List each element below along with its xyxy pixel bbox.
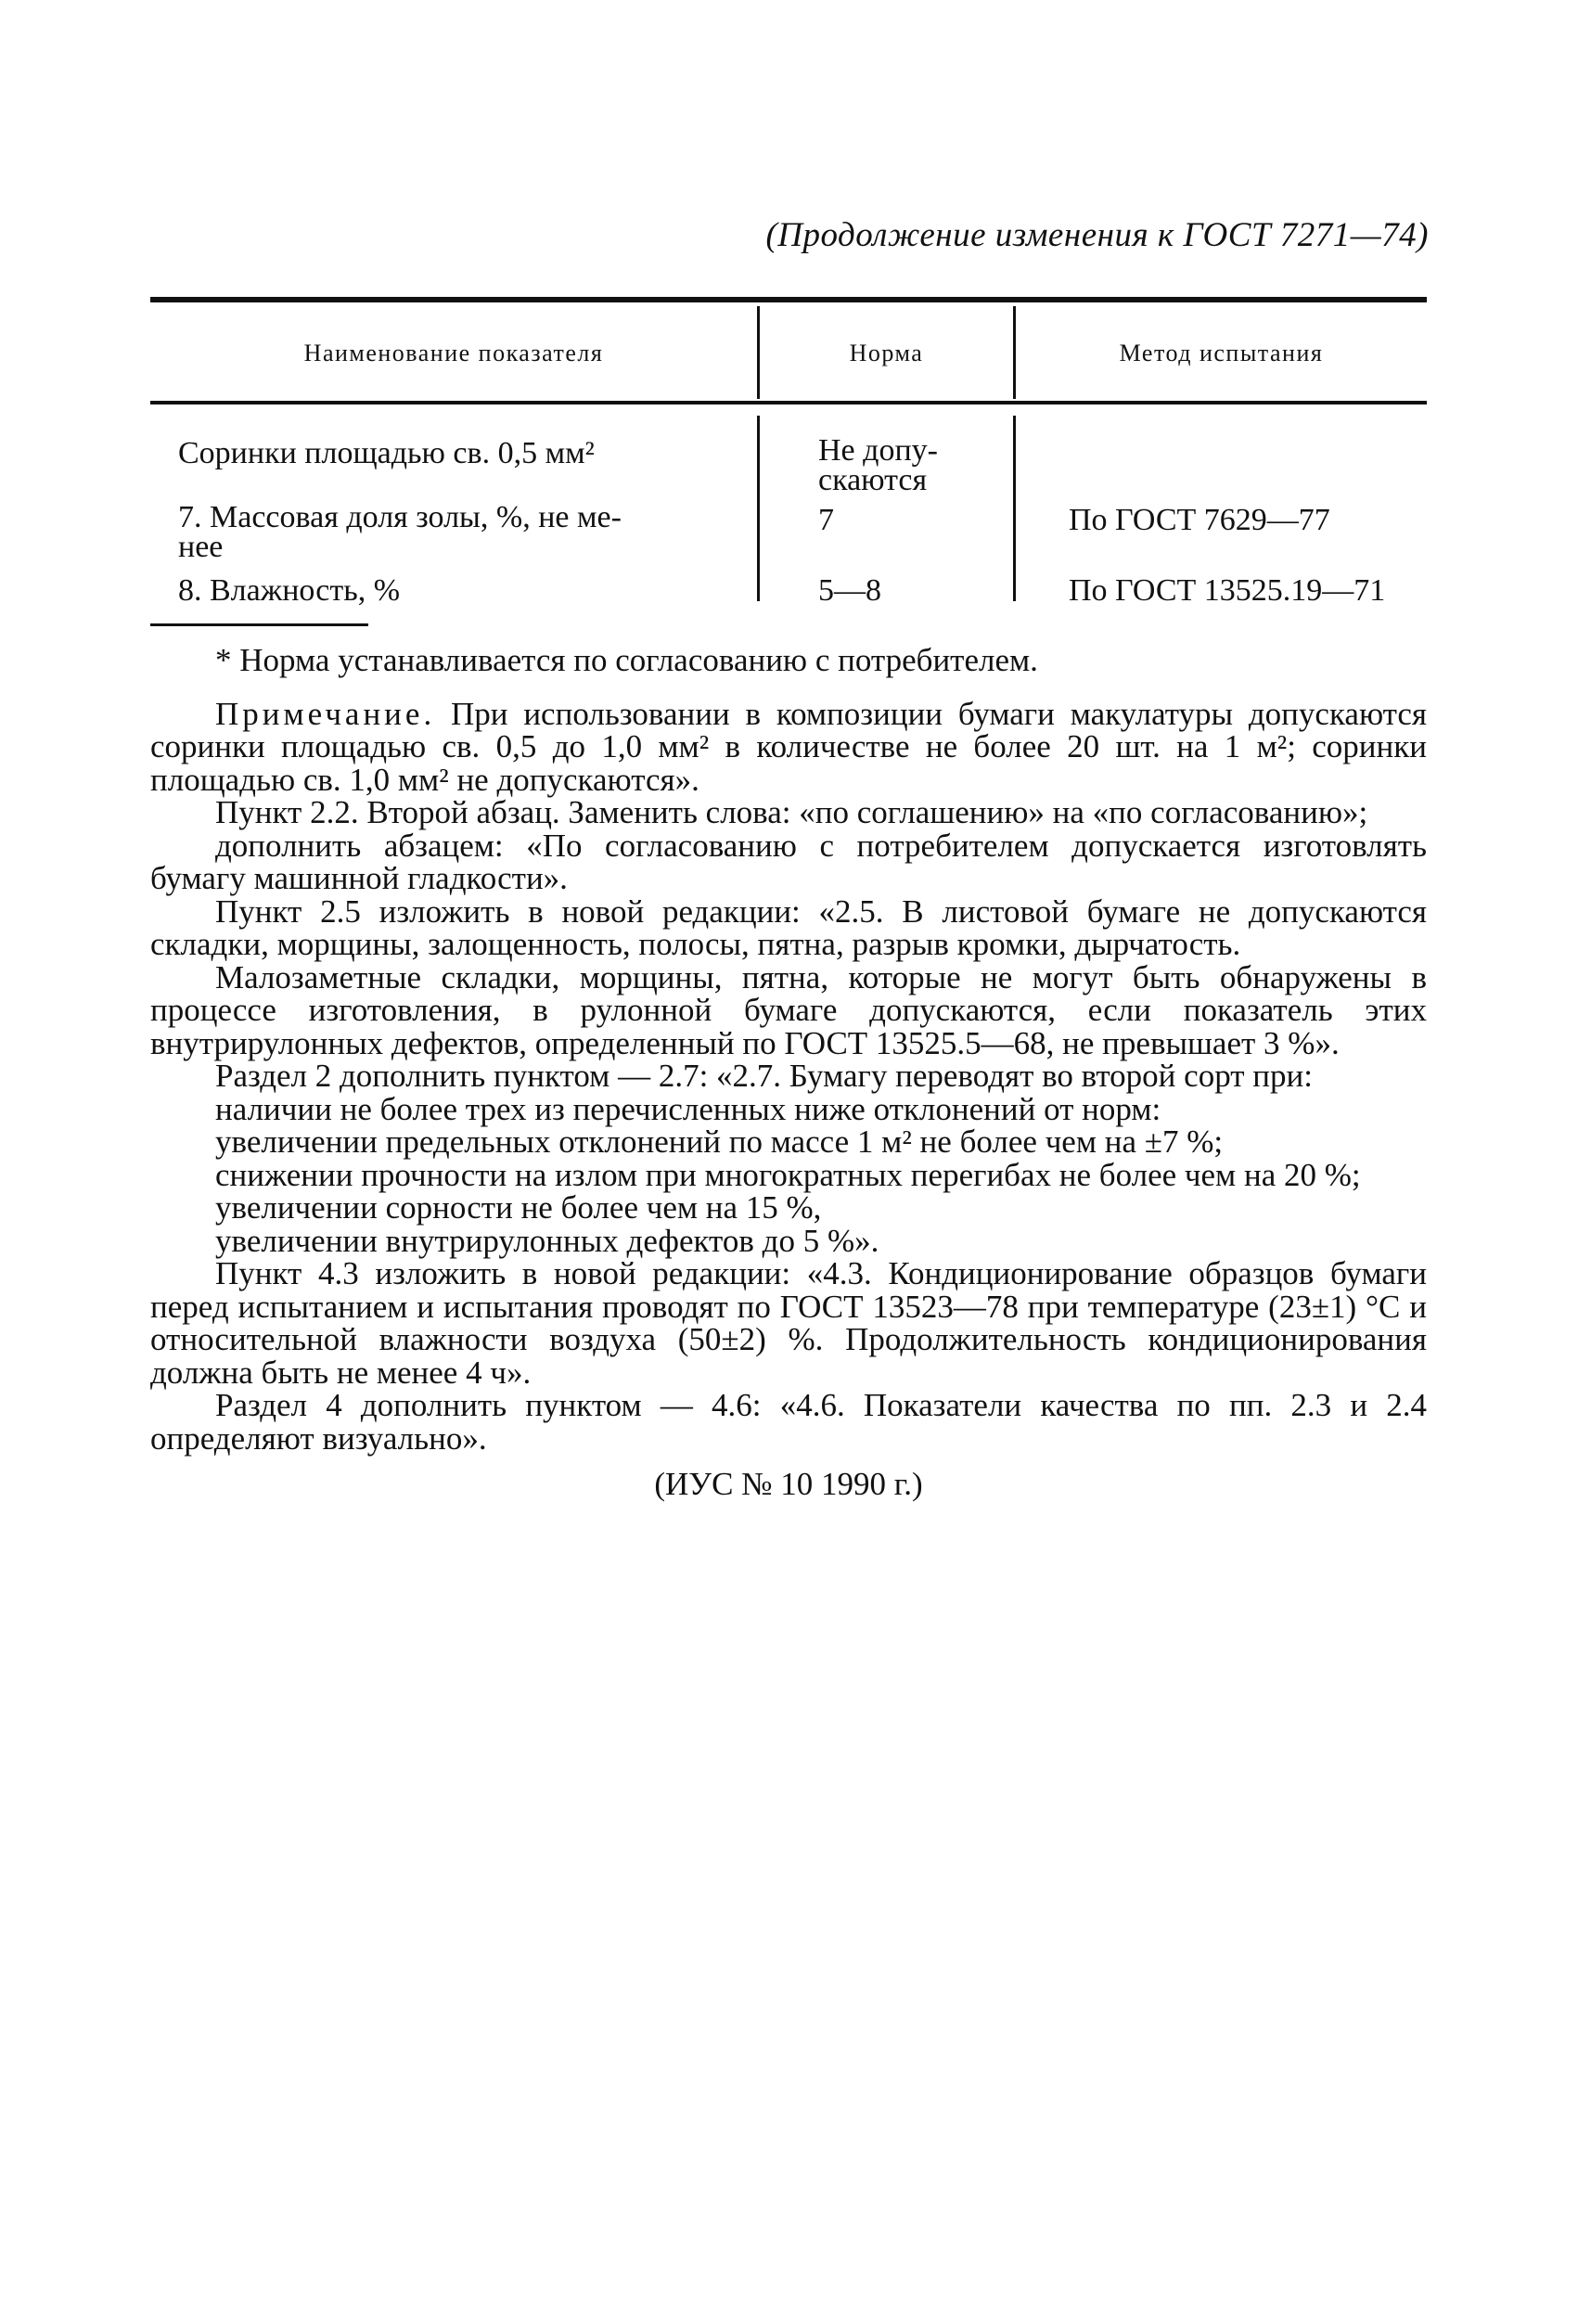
note-text: При использовании в композиции бумаги макулатуры допускаются соринки площадью св. 0,5 до 1,0 мм² в количестве не более 20 шт. на 1 м²; соринки площадью св. 1,0 мм² не допускаются». (150, 695, 1427, 798)
note-label: Примечание. (215, 695, 436, 732)
paragraph: увеличении внутрирулонных дефектов до 5 %». (215, 1222, 879, 1259)
table-cell-method: По ГОСТ 13525.19—71 (1069, 573, 1386, 608)
column-header-name: Наименование показателя (303, 340, 604, 366)
paragraph: Раздел 2 дополнить пунктом — 2.7: «2.7. Бумагу переводят во второй сорт при: (215, 1058, 1313, 1094)
paragraph: Пункт 4.3 изложить в новой редакции: «4.3. Кондиционирование образцов бумаги перед испытанием и испытания проводят по ГОСТ 13523—78 при температуре (23±1) °С и относительной влажности воздуха (50±2) %. Продолжительность кондиционирования должна быть не менее 4 ч». (150, 1255, 1427, 1391)
table-cell-norm: Не допу- скаются (818, 433, 938, 497)
paragraph: увеличении сорности не более чем на 15 %, (215, 1189, 822, 1226)
paragraph: наличии не более трех из перечисленных ниже отклонений от норм: (215, 1090, 1161, 1127)
table-cell-norm: 5—8 (818, 573, 881, 608)
paragraph: увеличении предельных отклонений по массе 1 м² не более чем на ±7 %; (215, 1123, 1224, 1160)
table-cell-name: Соринки площадью св. 0,5 мм² (178, 436, 595, 470)
footnote: * Норма устанавливается по согласованию с потребителем. (215, 642, 1038, 678)
paragraph: Малозаметные складки, морщины, пятна, которые не могут быть обнаружены в процессе изготовления, в рулонной бумаге допускаются, если показатель этих внутрирулонных дефектов, определенный по ГОСТ 13525.5—68, не превышает 3 %». (150, 958, 1427, 1061)
column-header-method: Метод испытания (1119, 340, 1324, 366)
continuation-header: (Продолжение изменения к ГОСТ 7271—74) (765, 216, 1429, 254)
table-cell-norm: 7 (818, 503, 834, 537)
document-body (150, 640, 1427, 1501)
indicators-table (150, 297, 1427, 608)
paragraph: Пункт 2.5 изложить в новой редакции: «2.5. В листовой бумаге не допускаются складки, морщины, залощенность, полосы, пятна, разрыв кромки, дырчатость. (150, 892, 1427, 962)
table-header-rule (150, 401, 1427, 404)
column-divider (1013, 416, 1016, 601)
paragraph: Пункт 2.2. Второй абзац. Заменить слова: «по соглашению» на «по согласованию»; (215, 794, 1368, 830)
note-paragraph (150, 695, 1427, 798)
column-header-norm: Норма (849, 340, 924, 366)
footnote-rule (150, 623, 368, 626)
table-cell-name: 7. Массовая доля золы, %, не ме- нее (178, 500, 622, 564)
column-divider (757, 416, 760, 601)
paragraph: снижении прочности на излом при многократных перегибах не более чем на 20 %; (215, 1156, 1361, 1193)
paragraph: дополнить абзацем: «По согласованию с потребителем допускается изготовлять бумагу машинной гладкости». (150, 827, 1427, 896)
table-cell-method: По ГОСТ 7629—77 (1069, 503, 1330, 537)
source-reference: (ИУС № 10 1990 г.) (654, 1466, 923, 1502)
paragraph: Раздел 4 дополнить пунктом — 4.6: «4.6. Показатели качества по пп. 2.3 и 2.4 определяют визуально». (150, 1387, 1427, 1457)
table-top-rule (150, 297, 1427, 302)
table-cell-name: 8. Влажность, % (178, 573, 401, 608)
